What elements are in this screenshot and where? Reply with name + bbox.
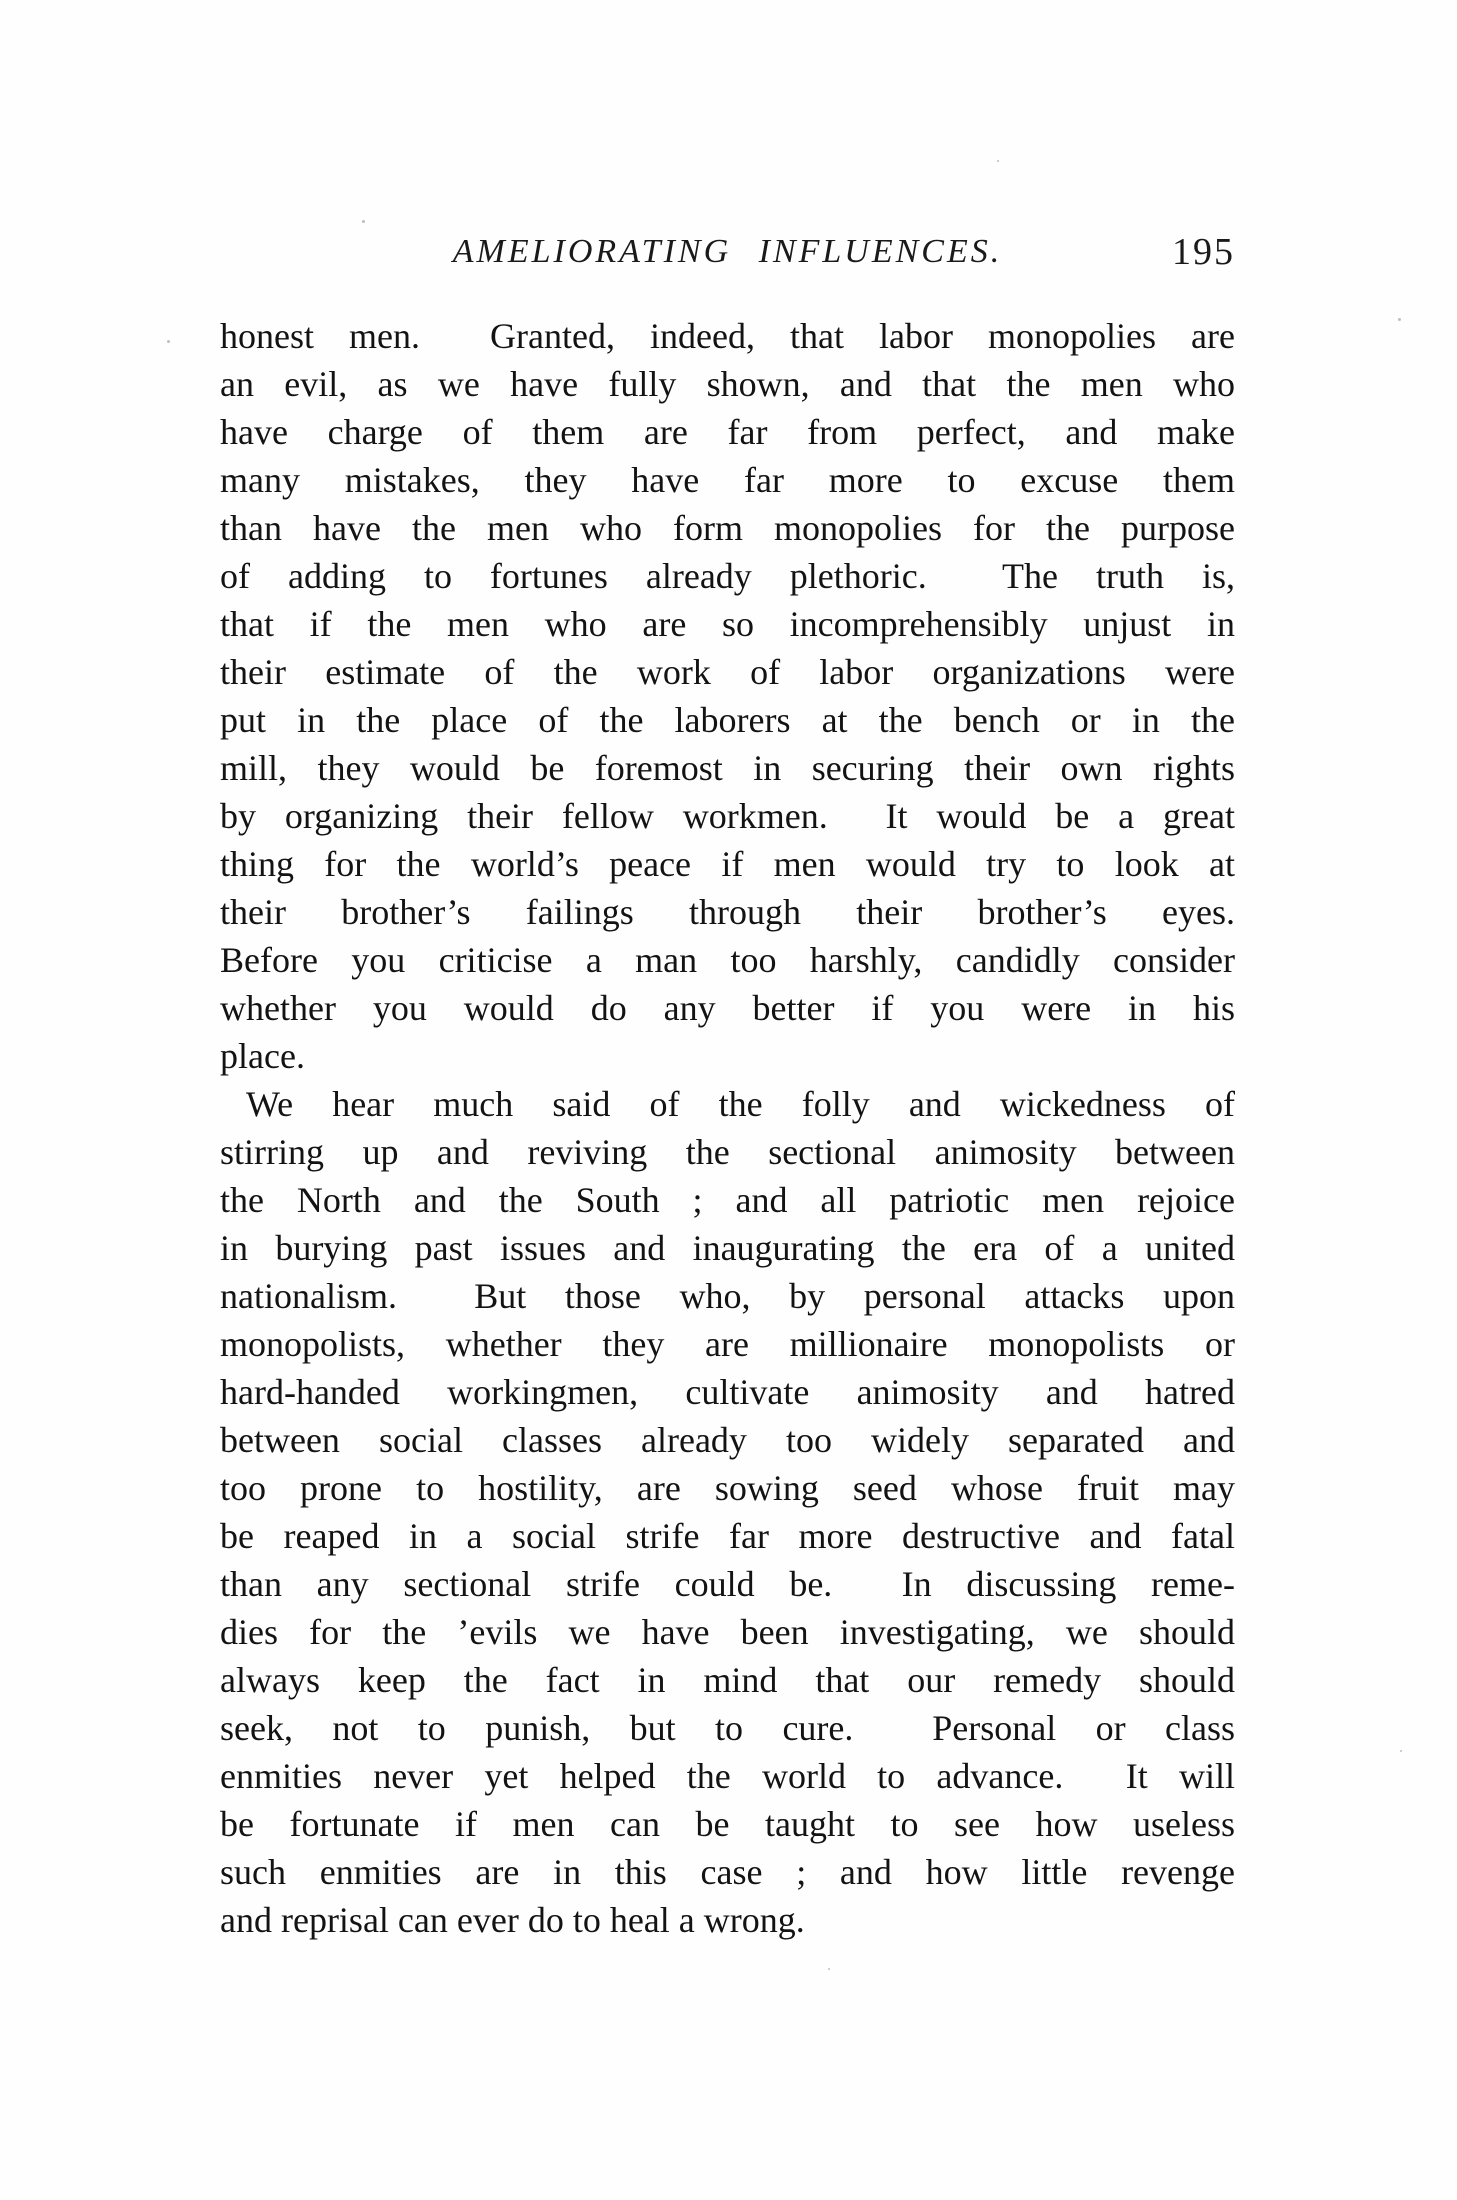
page-number: 195 — [1172, 231, 1235, 273]
text-line: their brother’s failings through their brother’s eyes. — [220, 892, 1235, 932]
text-line: be reaped in a social strife far more destructive and fatal — [220, 1516, 1235, 1556]
text-line: honest men. Granted, indeed, that labor monopolies are — [220, 316, 1235, 356]
text-line: monopolists, whether they are millionaire monopolists or — [220, 1324, 1235, 1364]
text-line: the North and the South ; and all patriotic men rejoice — [220, 1180, 1235, 1220]
text-line: than have the men who form monopolies for the purpose — [220, 508, 1235, 548]
text-line: always keep the fact in mind that our remedy should — [220, 1660, 1235, 1700]
text-line: hard-handed workingmen, cultivate animosity and hatred — [220, 1372, 1235, 1412]
text-line: than any sectional strife could be. In discussing reme- — [220, 1564, 1235, 1604]
running-head-title: AMELIORATING INFLUENCES. — [452, 233, 1003, 270]
scan-speck — [997, 160, 999, 162]
scan-speck — [167, 340, 170, 343]
text-line: enmities never yet helped the world to advance. It will — [220, 1756, 1235, 1796]
scan-speck — [828, 1968, 830, 1970]
text-line: stirring up and reviving the sectional animosity between — [220, 1132, 1235, 1172]
text-line: their estimate of the work of labor organizations were — [220, 652, 1235, 692]
text-line: between social classes already too widely separated and — [220, 1420, 1235, 1460]
running-header — [220, 230, 1235, 282]
text-line: nationalism. But those who, by personal attacks upon — [220, 1276, 1235, 1316]
scan-speck — [362, 220, 365, 223]
text-line: be fortunate if men can be taught to see how useless — [220, 1804, 1235, 1844]
text-line: an evil, as we have fully shown, and that the men who — [220, 364, 1235, 404]
scan-speck — [1398, 318, 1401, 321]
text-line: thing for the world’s peace if men would try to look at — [220, 844, 1235, 884]
text-line: mill, they would be foremost in securing their own rights — [220, 748, 1235, 788]
text-line: whether you would do any better if you were in his — [220, 988, 1235, 1028]
text-line: that if the men who are so incomprehensibly unjust in — [220, 604, 1235, 644]
paragraph-2 — [220, 1080, 1235, 1944]
scan-speck — [1400, 1750, 1402, 1752]
text-line: by organizing their fellow workmen. It would be a great — [220, 796, 1235, 836]
text-line: too prone to hostility, are sowing seed whose fruit may — [220, 1468, 1235, 1508]
text-line: have charge of them are far from perfect, and make — [220, 412, 1235, 452]
paragraph-1 — [220, 312, 1235, 1080]
text-line: in burying past issues and inaugurating the era of a united — [220, 1228, 1235, 1268]
text-line: of adding to fortunes already plethoric. The truth is, — [220, 556, 1235, 596]
text-line: and reprisal can ever do to heal a wrong. — [220, 1900, 805, 1940]
text-line: many mistakes, they have far more to excuse them — [220, 460, 1235, 500]
text-line: put in the place of the laborers at the bench or in the — [220, 700, 1235, 740]
text-line: place. — [220, 1036, 305, 1076]
text-line: dies for the ’evils we have been investigating, we should — [220, 1612, 1235, 1652]
text-line: seek, not to punish, but to cure. Personal or class — [220, 1708, 1235, 1748]
text-line: such enmities are in this case ; and how little revenge — [220, 1852, 1235, 1892]
text-line: Before you criticise a man too harshly, candidly consider — [220, 940, 1235, 980]
text-line: We hear much said of the folly and wickedness of — [246, 1084, 1235, 1124]
text-block — [220, 312, 1235, 1944]
